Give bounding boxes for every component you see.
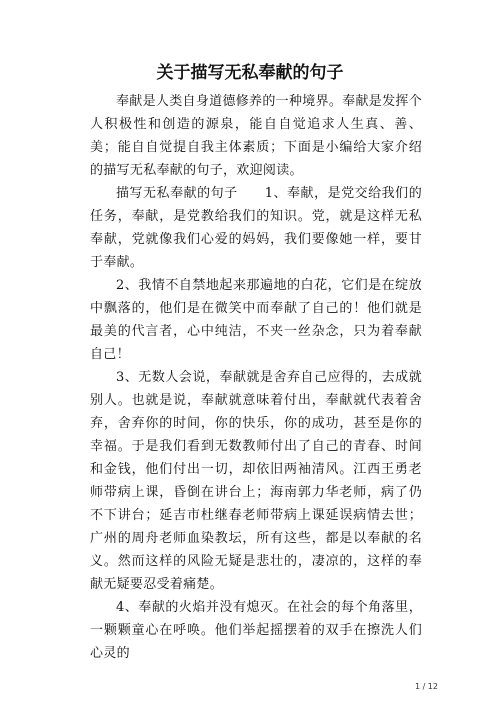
page-number: 1 / 12 <box>414 682 438 691</box>
document-body <box>90 90 422 665</box>
paragraph: 4、奉献的火焰并没有熄灭。在社会的每个角落里，一颗颗童心在呼唤。他们举起摇摆着的双手在擦洗人们心灵的 <box>90 600 422 661</box>
paragraph: 2、我情不自禁地起来那遍地的白花，它们是在绽放中飘落的，他们是在微笑中而奉献了自己的！他们就是最美的代言者，心中纯洁，不夹一丝杂念，只为着奉献自己！ <box>90 278 422 362</box>
paragraph: 奉献是人类自身道德修养的一种境界。奉献是发挥个人积极性和创造的源泉，能自自觉追求人生真、善、美；能自自觉提自我主体素质；下面是小编给大家介绍的描写无私奉献的句子，欢迎阅读。 <box>90 94 422 178</box>
document-title: 关于描写无私奉献的句子 <box>156 63 344 83</box>
paragraph: 3、无数人会说，奉献就是舍弃自己应得的，去成就别人。也就是说，奉献就意味着付出，奉献就代表着舍弃，舍弃你的时间，你的快乐，你的成功，甚至是你的幸福。于是我们看到无数教师付出了自己的青春、时间和金钱，他们付出一切，却依旧两袖清风。江西王勇老师带病上课，昏倒在讲台上；海南郭力华老师，病了仍不下讲台；延吉市杜继春老师带病上课延误病情去世；广州的周舟老师血染教坛，所有这些，都是以奉献的名义。然而这样的风险无疑是悲壮的，凄凉的，这样的奉献无疑要忍受着痛楚。 <box>90 370 422 592</box>
paragraph: 描写无私奉献的句子 1、奉献，是党交给我们的任务，奉献，是党教给我们的知识。党，就是这样无私奉献，党就像我们心爱的妈妈，我们要像她一样，要甘于奉献。 <box>90 186 422 270</box>
